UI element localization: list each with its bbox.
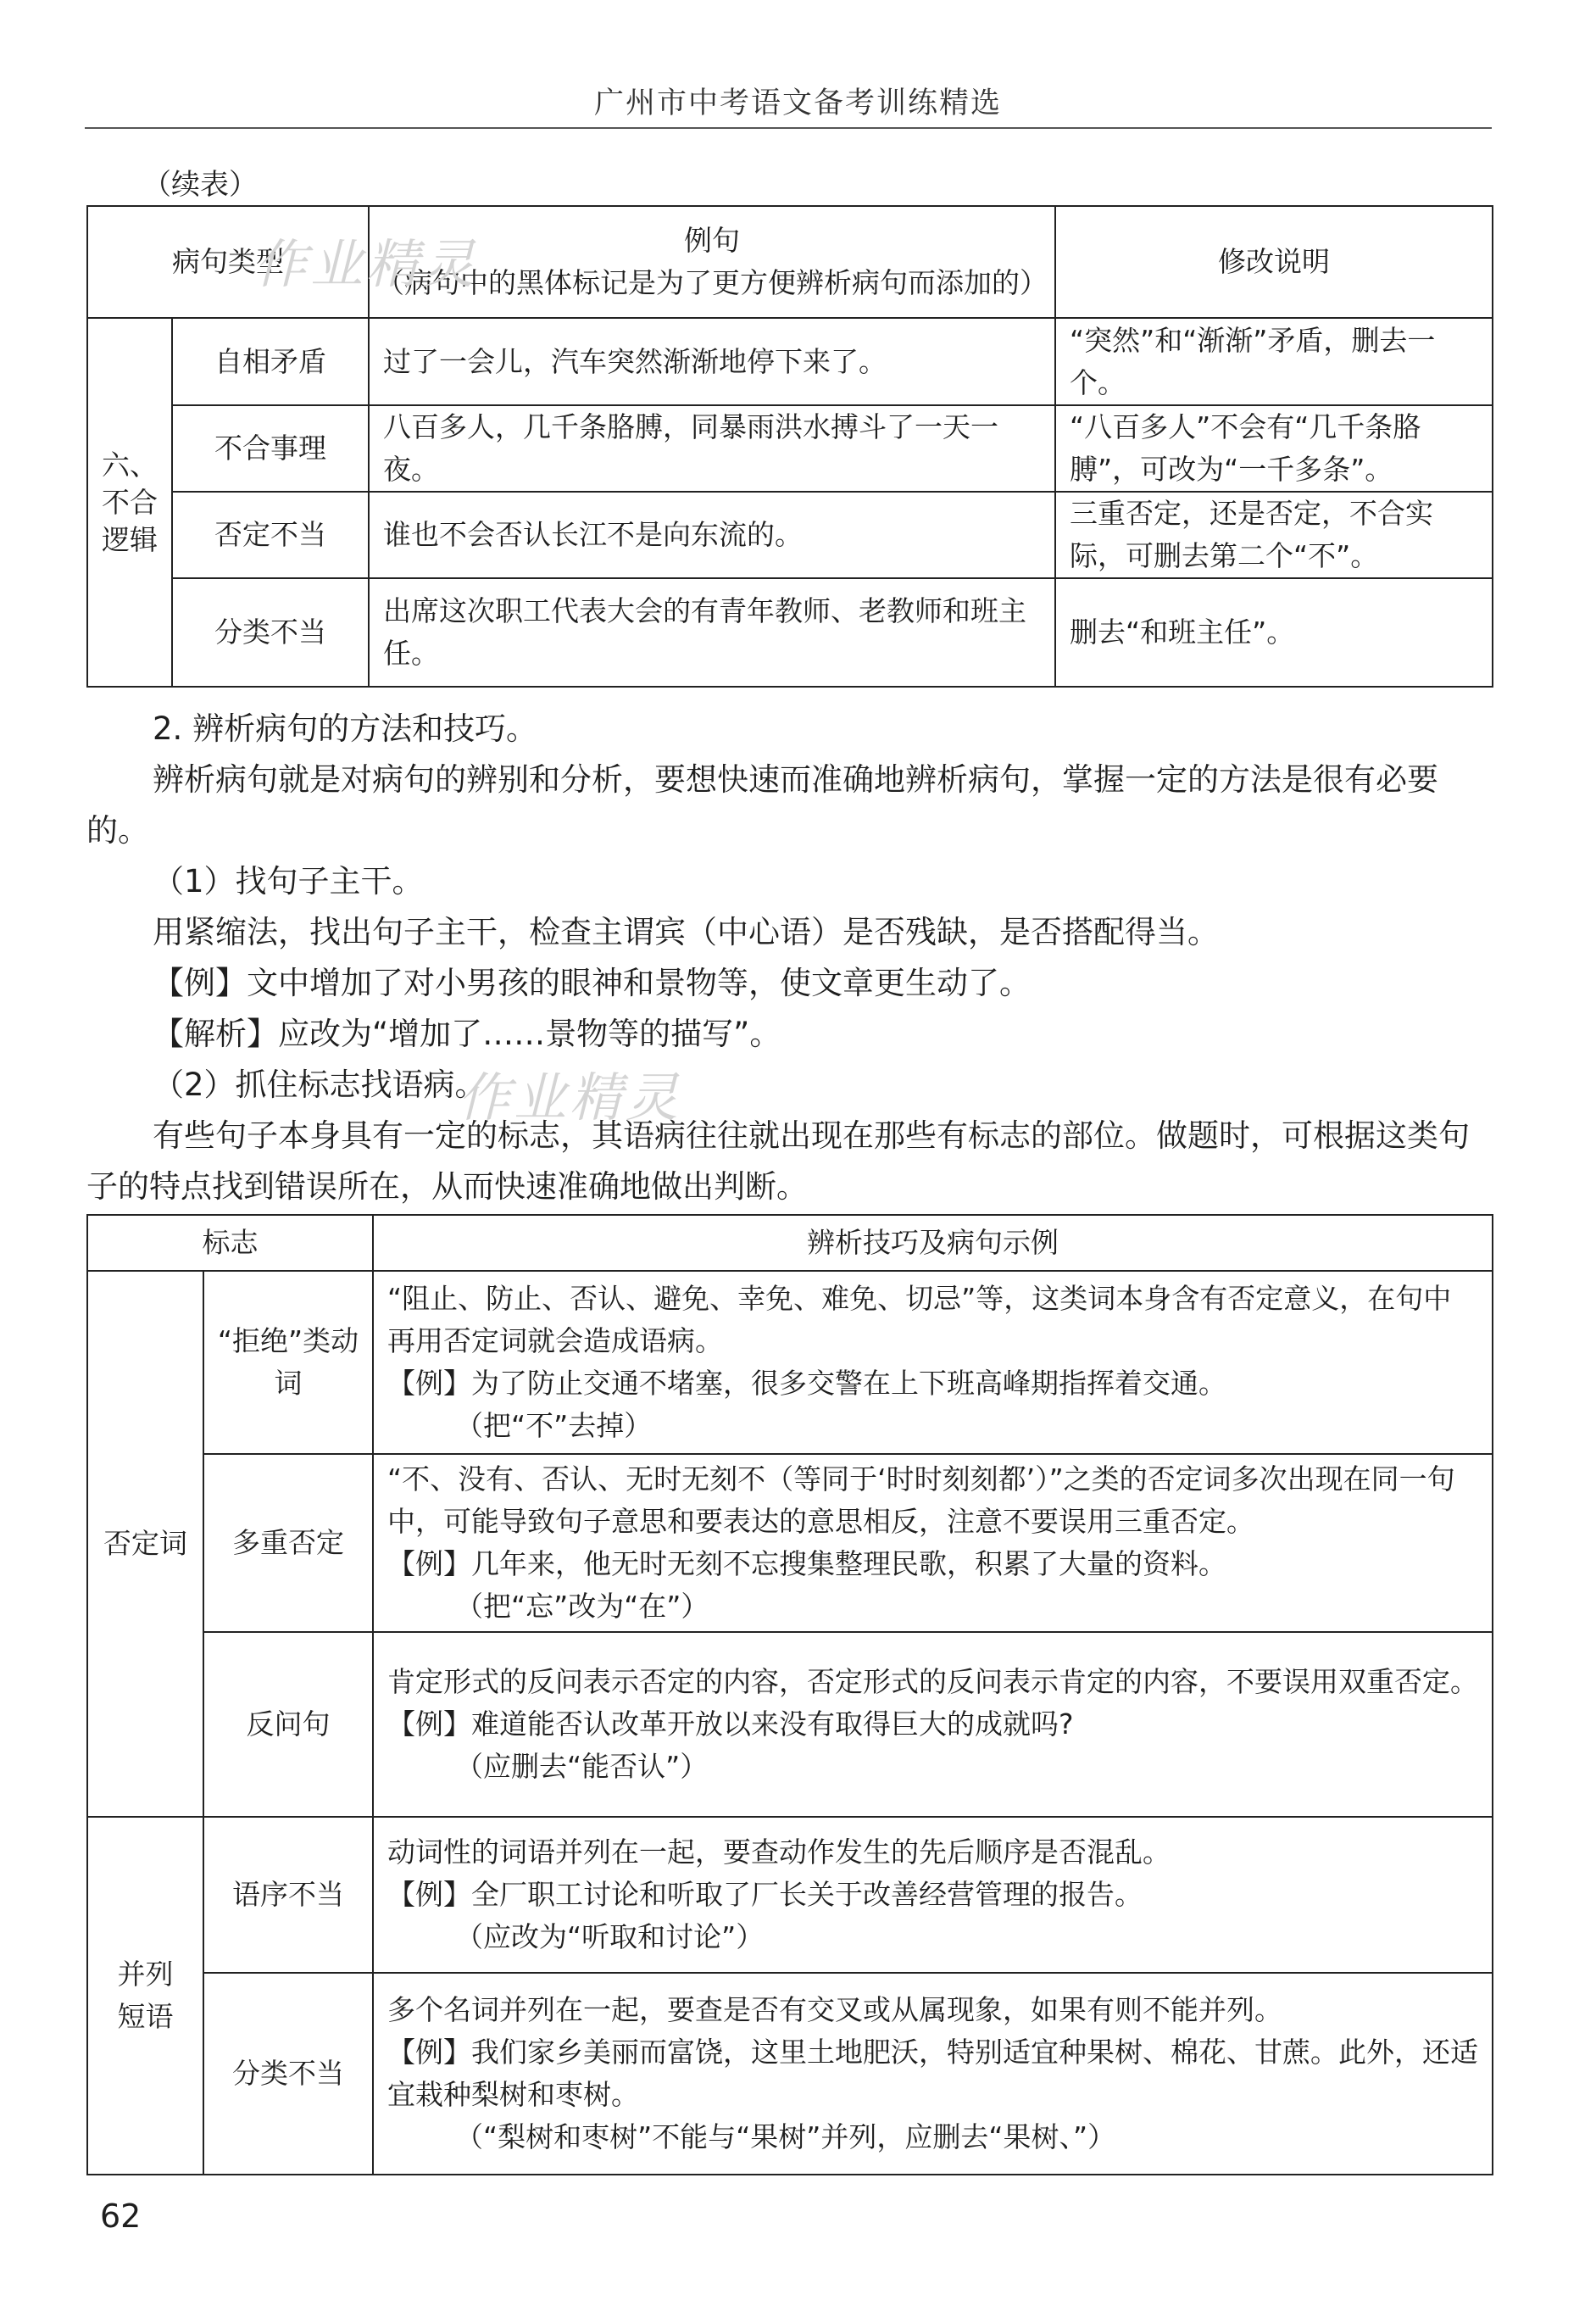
col-header-skill: 辨析技巧及病句示例 [373, 1215, 1493, 1271]
row-content [373, 1271, 1493, 1454]
row-type: 自相矛盾 [172, 318, 369, 405]
row-content [373, 1454, 1493, 1632]
continued-label: （续表） [142, 168, 258, 202]
method1-title: （1）找句子主干。 [153, 863, 424, 900]
row-desc: “阻止、防止、否认、避免、幸免、难免、切忌”等，这类词本身含有否定意义，在句中再用否定词就会造成语病。 [387, 1282, 1452, 1357]
row-example: 八百多人，几千条胳膊，同暴雨洪水搏斗了一天一夜。 [369, 405, 1055, 492]
row-example: 谁也不会否认长江不是向东流的。 [369, 492, 1055, 578]
page-number: 62 [100, 2197, 142, 2235]
row-desc: 肯定形式的反问表示否定的内容，否定形式的反问表示肯定的内容，不要误用双重否定。 [387, 1665, 1478, 1698]
row-note: （“梨树和枣树”不能与“果树”并列，应删去“果树、”） [455, 2120, 1116, 2153]
section-heading [86, 704, 1492, 1212]
row-type: 语序不当 [203, 1817, 373, 1973]
method1-text: 用紧缩法，找出句子主干，检查主谓宾（中心语）是否残缺，是否搭配得当。 [153, 914, 1219, 950]
row-type: 不合事理 [172, 405, 369, 492]
row-example: 【例】难道能否认改革开放以来没有取得巨大的成就吗? [387, 1707, 1074, 1741]
col-header-type: 病句类型 [87, 206, 369, 318]
row-note: （把“忘”改为“在”） [455, 1590, 709, 1623]
row-note: （应改为“听取和讨论”） [455, 1920, 765, 1953]
row-example: 过了一会儿，汽车突然渐渐地停下来了。 [369, 318, 1055, 405]
row-example: 【例】全厂职工讨论和听取了厂长关于改善经营管理的报告。 [387, 1878, 1143, 1911]
col-header-fix: 修改说明 [1055, 206, 1493, 318]
row-type: 分类不当 [203, 1973, 373, 2175]
table-row [87, 1271, 1493, 1454]
col-header-example-note: （病句中的黑体标记是为了更方便辨析病句而添加的） [376, 266, 1048, 299]
row-type: 反问句 [203, 1632, 373, 1817]
group-label: 六、不合逻辑 [87, 318, 172, 687]
row-type: “拒绝”类动词 [203, 1271, 373, 1454]
watermark: 作业精灵 [254, 233, 479, 295]
table-header-row [87, 1215, 1493, 1271]
row-example: 出席这次职工代表大会的有青年教师、老教师和班主任。 [369, 578, 1055, 687]
table-row [87, 1817, 1493, 1973]
row-desc: 动词性的词语并列在一起，要查动作发生的先后顺序是否混乱。 [387, 1835, 1171, 1869]
row-type: 多重否定 [203, 1454, 373, 1632]
method2-title: （2）抓住标志找语病。 [153, 1067, 487, 1103]
row-content [373, 1817, 1493, 1973]
row-fix: 三重否定，还是否定，不合实际，可删去第二个“不”。 [1055, 492, 1493, 578]
group-label: 否定词 [87, 1271, 203, 1817]
row-content [373, 1973, 1493, 2175]
col-header-mark: 标志 [87, 1215, 373, 1271]
header-rule [85, 127, 1492, 129]
table-row [87, 318, 1493, 405]
col-header-example-title: 例句 [684, 224, 740, 257]
row-desc: 多个名词并列在一起，要查是否有交叉或从属现象，如果有则不能并列。 [387, 1993, 1282, 2026]
row-fix: 删去“和班主任”。 [1055, 578, 1493, 687]
table-row [87, 492, 1493, 578]
table-row [87, 1632, 1493, 1817]
row-content [373, 1632, 1493, 1817]
table-row [87, 1973, 1493, 2175]
watermark: 作业精灵 [458, 1067, 682, 1128]
row-type: 否定不当 [172, 492, 369, 578]
table-marker-skills [86, 1214, 1493, 2175]
method1-analysis: 【解析】应改为“增加了……景物等的描写”。 [153, 1016, 781, 1052]
row-note: （把“不”去掉） [455, 1409, 653, 1442]
row-example: 【例】为了防止交通不堵塞，很多交警在上下班高峰期指挥着交通。 [387, 1367, 1226, 1400]
row-fix: “突然”和“渐渐”矛盾，删去一个。 [1055, 318, 1493, 405]
row-type: 分类不当 [172, 578, 369, 687]
page-header: 广州市中考语文备考训练精选 [593, 86, 1002, 120]
row-example: 【例】几年来，他无时无刻不忘搜集整理民歌，积累了大量的资料。 [387, 1547, 1226, 1580]
section2-intro: 辨析病句就是对病句的辨别和分析，要想快速而准确地辨析病句，掌握一定的方法是很有必要的。 [86, 761, 1438, 849]
method1-example: 【例】文中增加了对小男孩的眼神和景物等，使文章更生动了。 [153, 965, 1031, 1001]
table-row [87, 578, 1493, 687]
row-note: （应删去“能否认”） [455, 1750, 709, 1783]
table-row [87, 405, 1493, 492]
row-fix: “八百多人”不会有“几千条胳膊”，可改为“一千多条”。 [1055, 405, 1493, 492]
section2-heading: 2. 辨析病句的方法和技巧。 [153, 710, 538, 747]
row-desc: “不、没有、否认、无时无刻不（等同于‘时时刻刻都’）”之类的否定词多次出现在同一句中，可能导致句子意思和要表达的意思相反，注意不要误用三重否定。 [387, 1462, 1455, 1538]
method2-text: 有些句子本身具有一定的标志，其语病往往就出现在那些有标志的部位。做题时，可根据这类句子的特点找到错误所在，从而快速准确地做出判断。 [86, 1117, 1470, 1205]
table-row [87, 1454, 1493, 1632]
group-label: 并列短语 [87, 1817, 203, 2175]
row-example: 【例】我们家乡美丽而富饶，这里土地肥沃，特别适宜种果树、棉花、甘蔗。此外，还适宜栽种梨树和枣树。 [387, 2036, 1478, 2111]
